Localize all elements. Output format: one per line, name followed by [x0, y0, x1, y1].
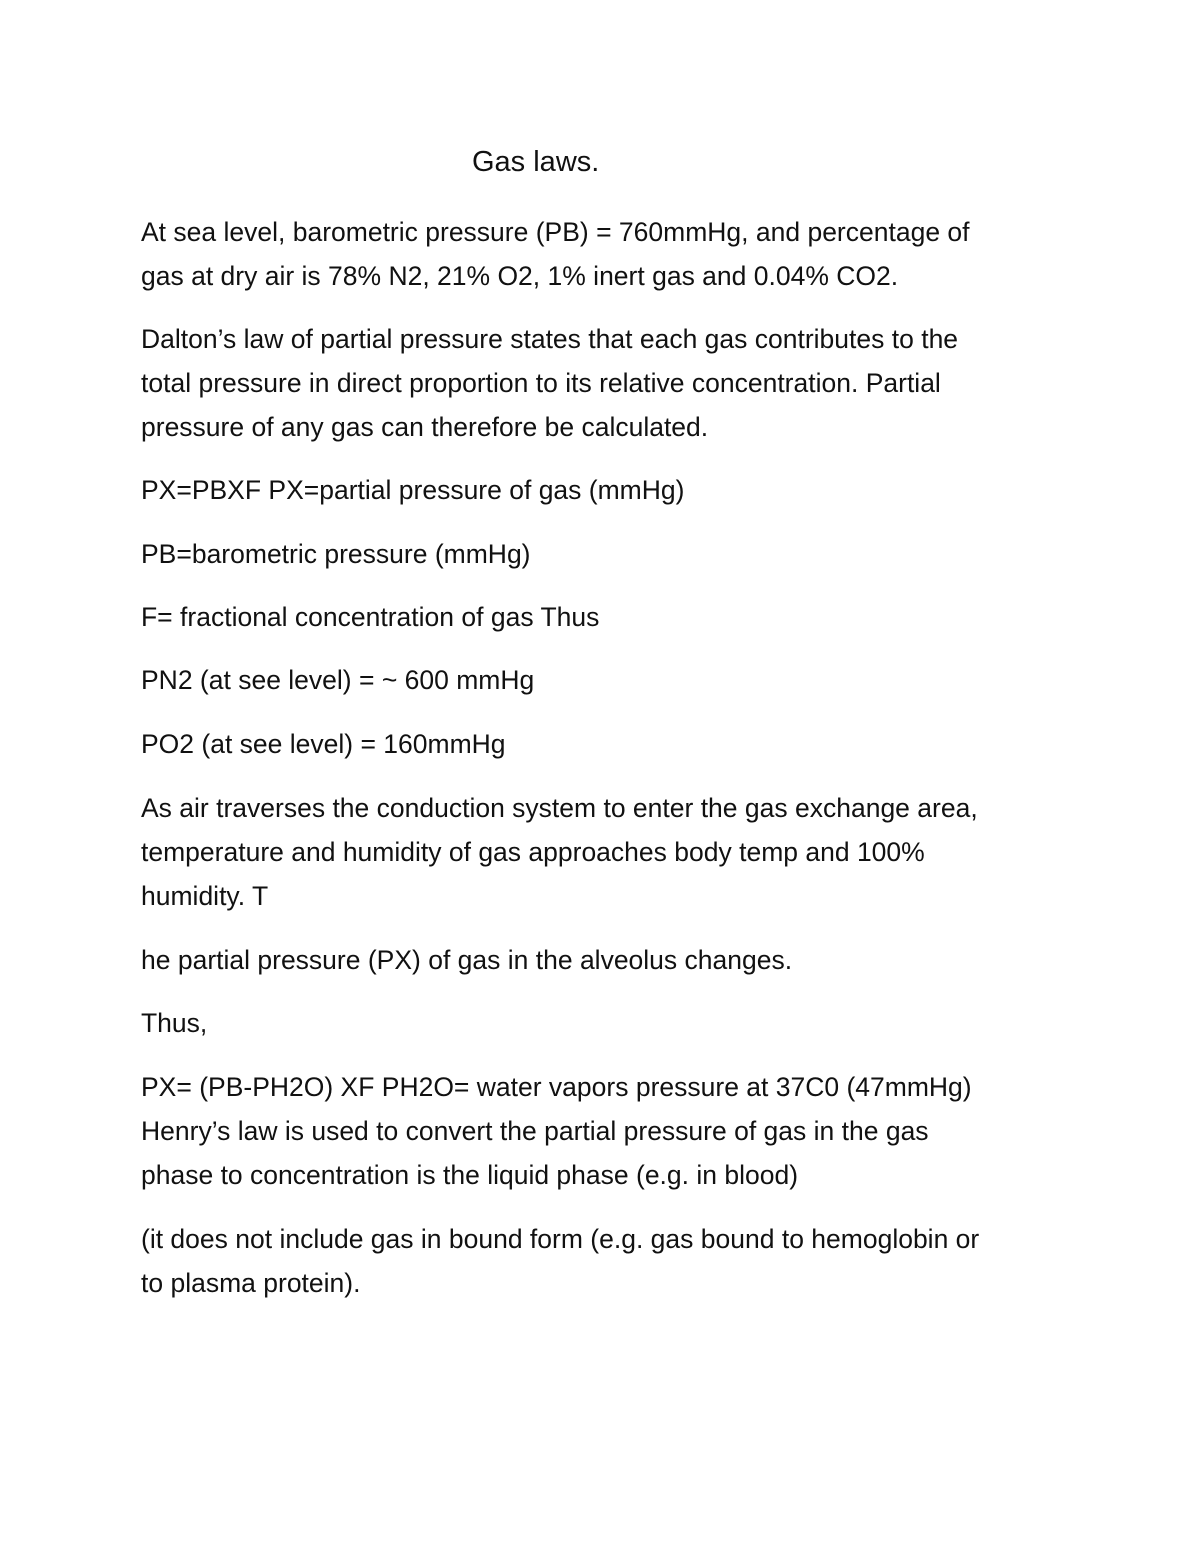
text-line: phase to concentration is the liquid phase (e.g. in blood)	[141, 1160, 799, 1190]
text-line: pressure of any gas can therefore be calculated.	[141, 412, 709, 442]
text-line: total pressure in direct proportion to its relative concentration. Partial	[141, 368, 941, 398]
document-title: Gas laws.	[472, 146, 600, 178]
text-line: he partial pressure (PX) of gas in the alveolus changes.	[141, 945, 793, 975]
text-line: to plasma protein).	[141, 1268, 361, 1298]
text-line: gas at dry air is 78% N2, 21% O2, 1% inert gas and 0.04% CO2.	[141, 261, 899, 291]
text-line: temperature and humidity of gas approaches body temp and 100%	[141, 837, 925, 867]
text-line: PN2 (at see level) = ~ 600 mmHg	[141, 665, 535, 695]
text-line: Dalton’s law of partial pressure states that each gas contributes to the	[141, 324, 959, 354]
text-line: PO2 (at see level) = 160mmHg	[141, 729, 506, 759]
text-line: humidity. T	[141, 881, 269, 911]
text-line: PX= (PB-PH2O) XF PH2O= water vapors pressure at 37C0 (47mmHg)	[141, 1072, 972, 1102]
text-line: PX=PBXF PX=partial pressure of gas (mmHg)	[141, 475, 685, 505]
text-line: F= fractional concentration of gas Thus	[141, 602, 600, 632]
text-line: As air traverses the conduction system to enter the gas exchange area,	[141, 793, 978, 823]
text-line: PB=barometric pressure (mmHg)	[141, 539, 531, 569]
text-line: (it does not include gas in bound form (e.g. gas bound to hemoglobin or	[141, 1224, 980, 1254]
text-line: Thus,	[141, 1008, 208, 1038]
text-line: At sea level, barometric pressure (PB) = 760mmHg, and percentage of	[141, 217, 970, 247]
text-line: Henry’s law is used to convert the partial pressure of gas in the gas	[141, 1116, 929, 1146]
